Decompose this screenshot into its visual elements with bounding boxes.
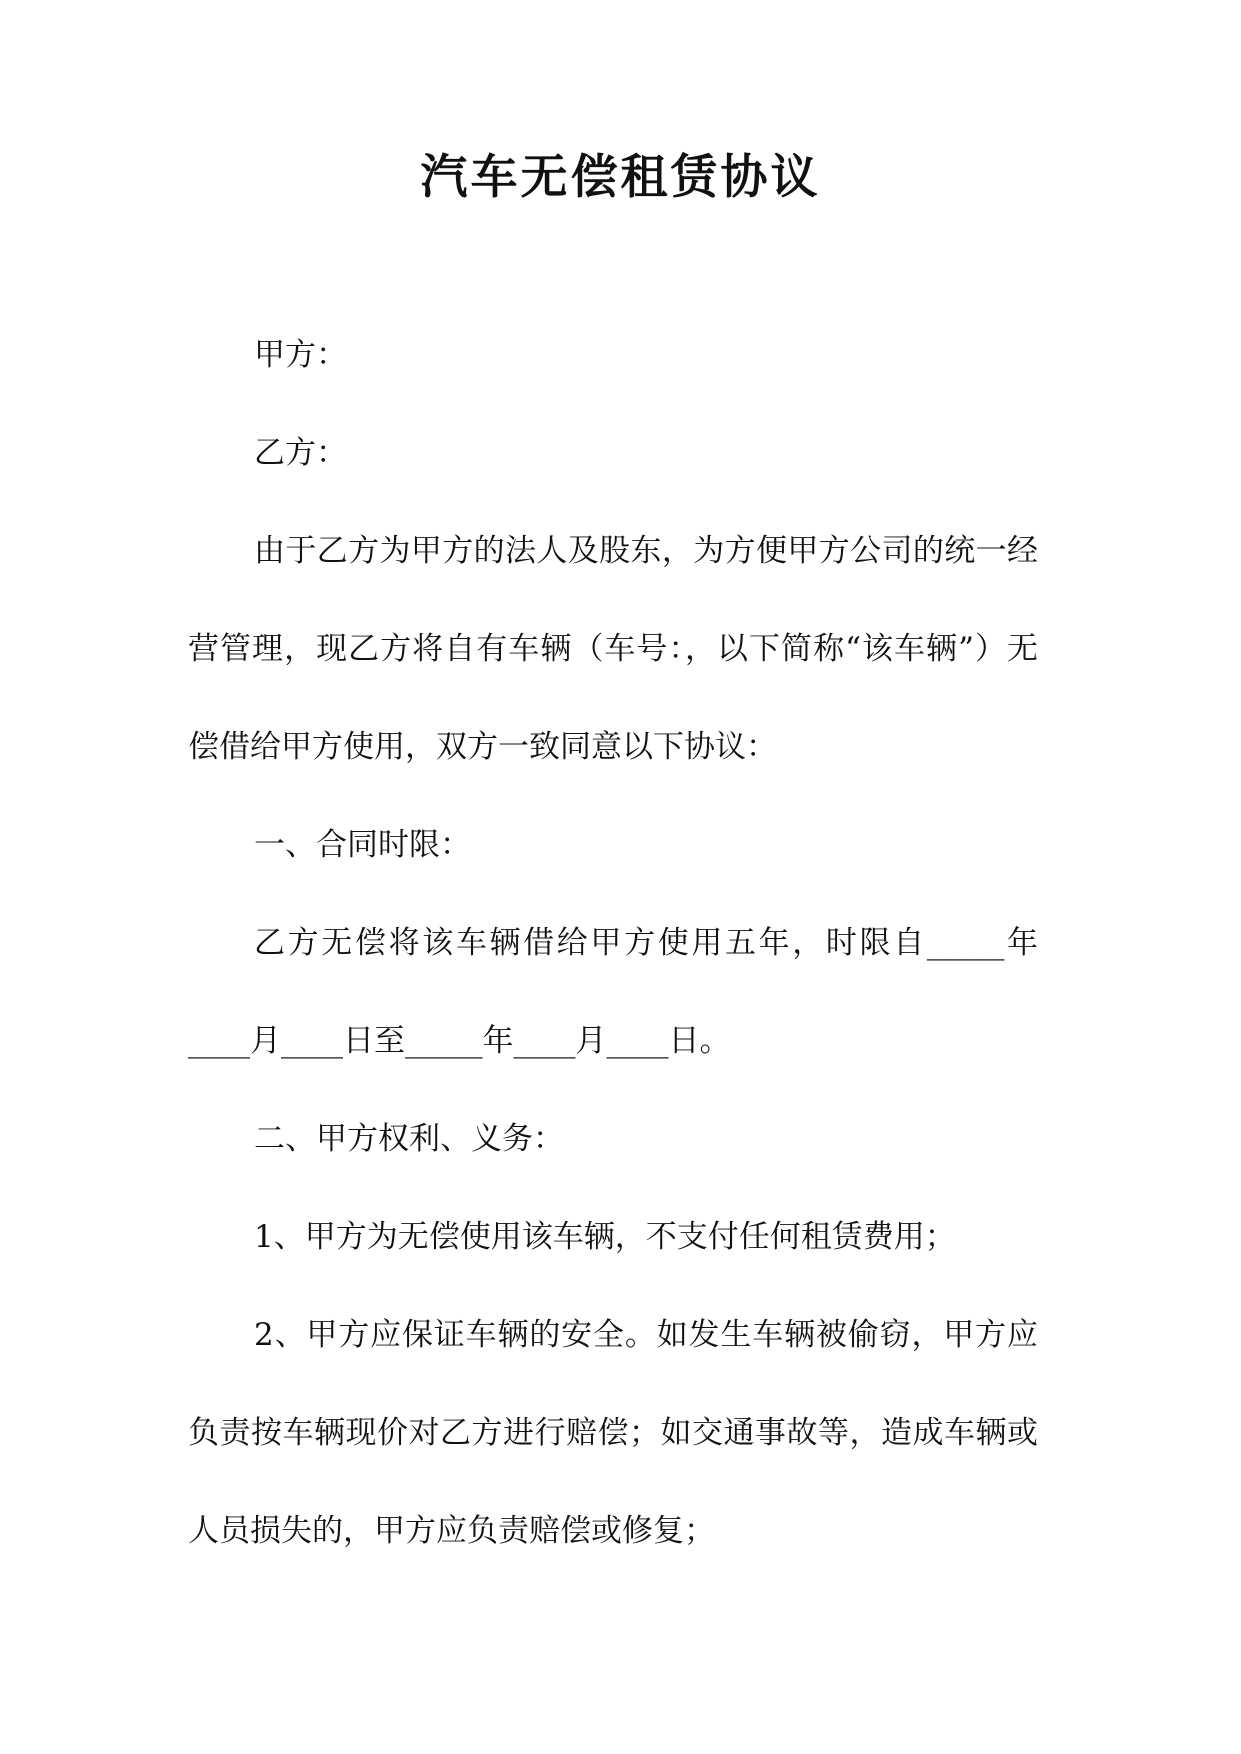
section-heading-party-a-rights: 二、甲方权利、义务： [254, 1121, 564, 1157]
term-paragraph: 乙方无偿将该车辆借给甲方使用五年，时限自_____年____月____日至_____年____月____日。 [188, 925, 1038, 1059]
party-a-line: 甲方： [254, 337, 347, 373]
document-body [188, 306, 1038, 1580]
clause-1: 1、甲方为无偿使用该车辆，不支付任何租赁费用； [254, 1219, 956, 1255]
preamble-paragraph: 由于乙方为甲方的法人及股东，为方便甲方公司的统一经营管理，现乙方将自有车辆（车号：，以下简称“该车辆”）无偿借给甲方使用，双方一致同意以下协议： [188, 533, 1038, 765]
document-title: 汽车无偿租赁协议 [420, 150, 821, 205]
party-b-line: 乙方： [254, 435, 347, 471]
clause-2: 2、甲方应保证车辆的安全。如发生车辆被偷窃，甲方应负责按车辆现价对乙方进行赔偿；如交通事故等，造成车辆或人员损失的，甲方应负责赔偿或修复； [188, 1317, 1038, 1549]
section-heading-term: 一、合同时限： [254, 827, 471, 863]
